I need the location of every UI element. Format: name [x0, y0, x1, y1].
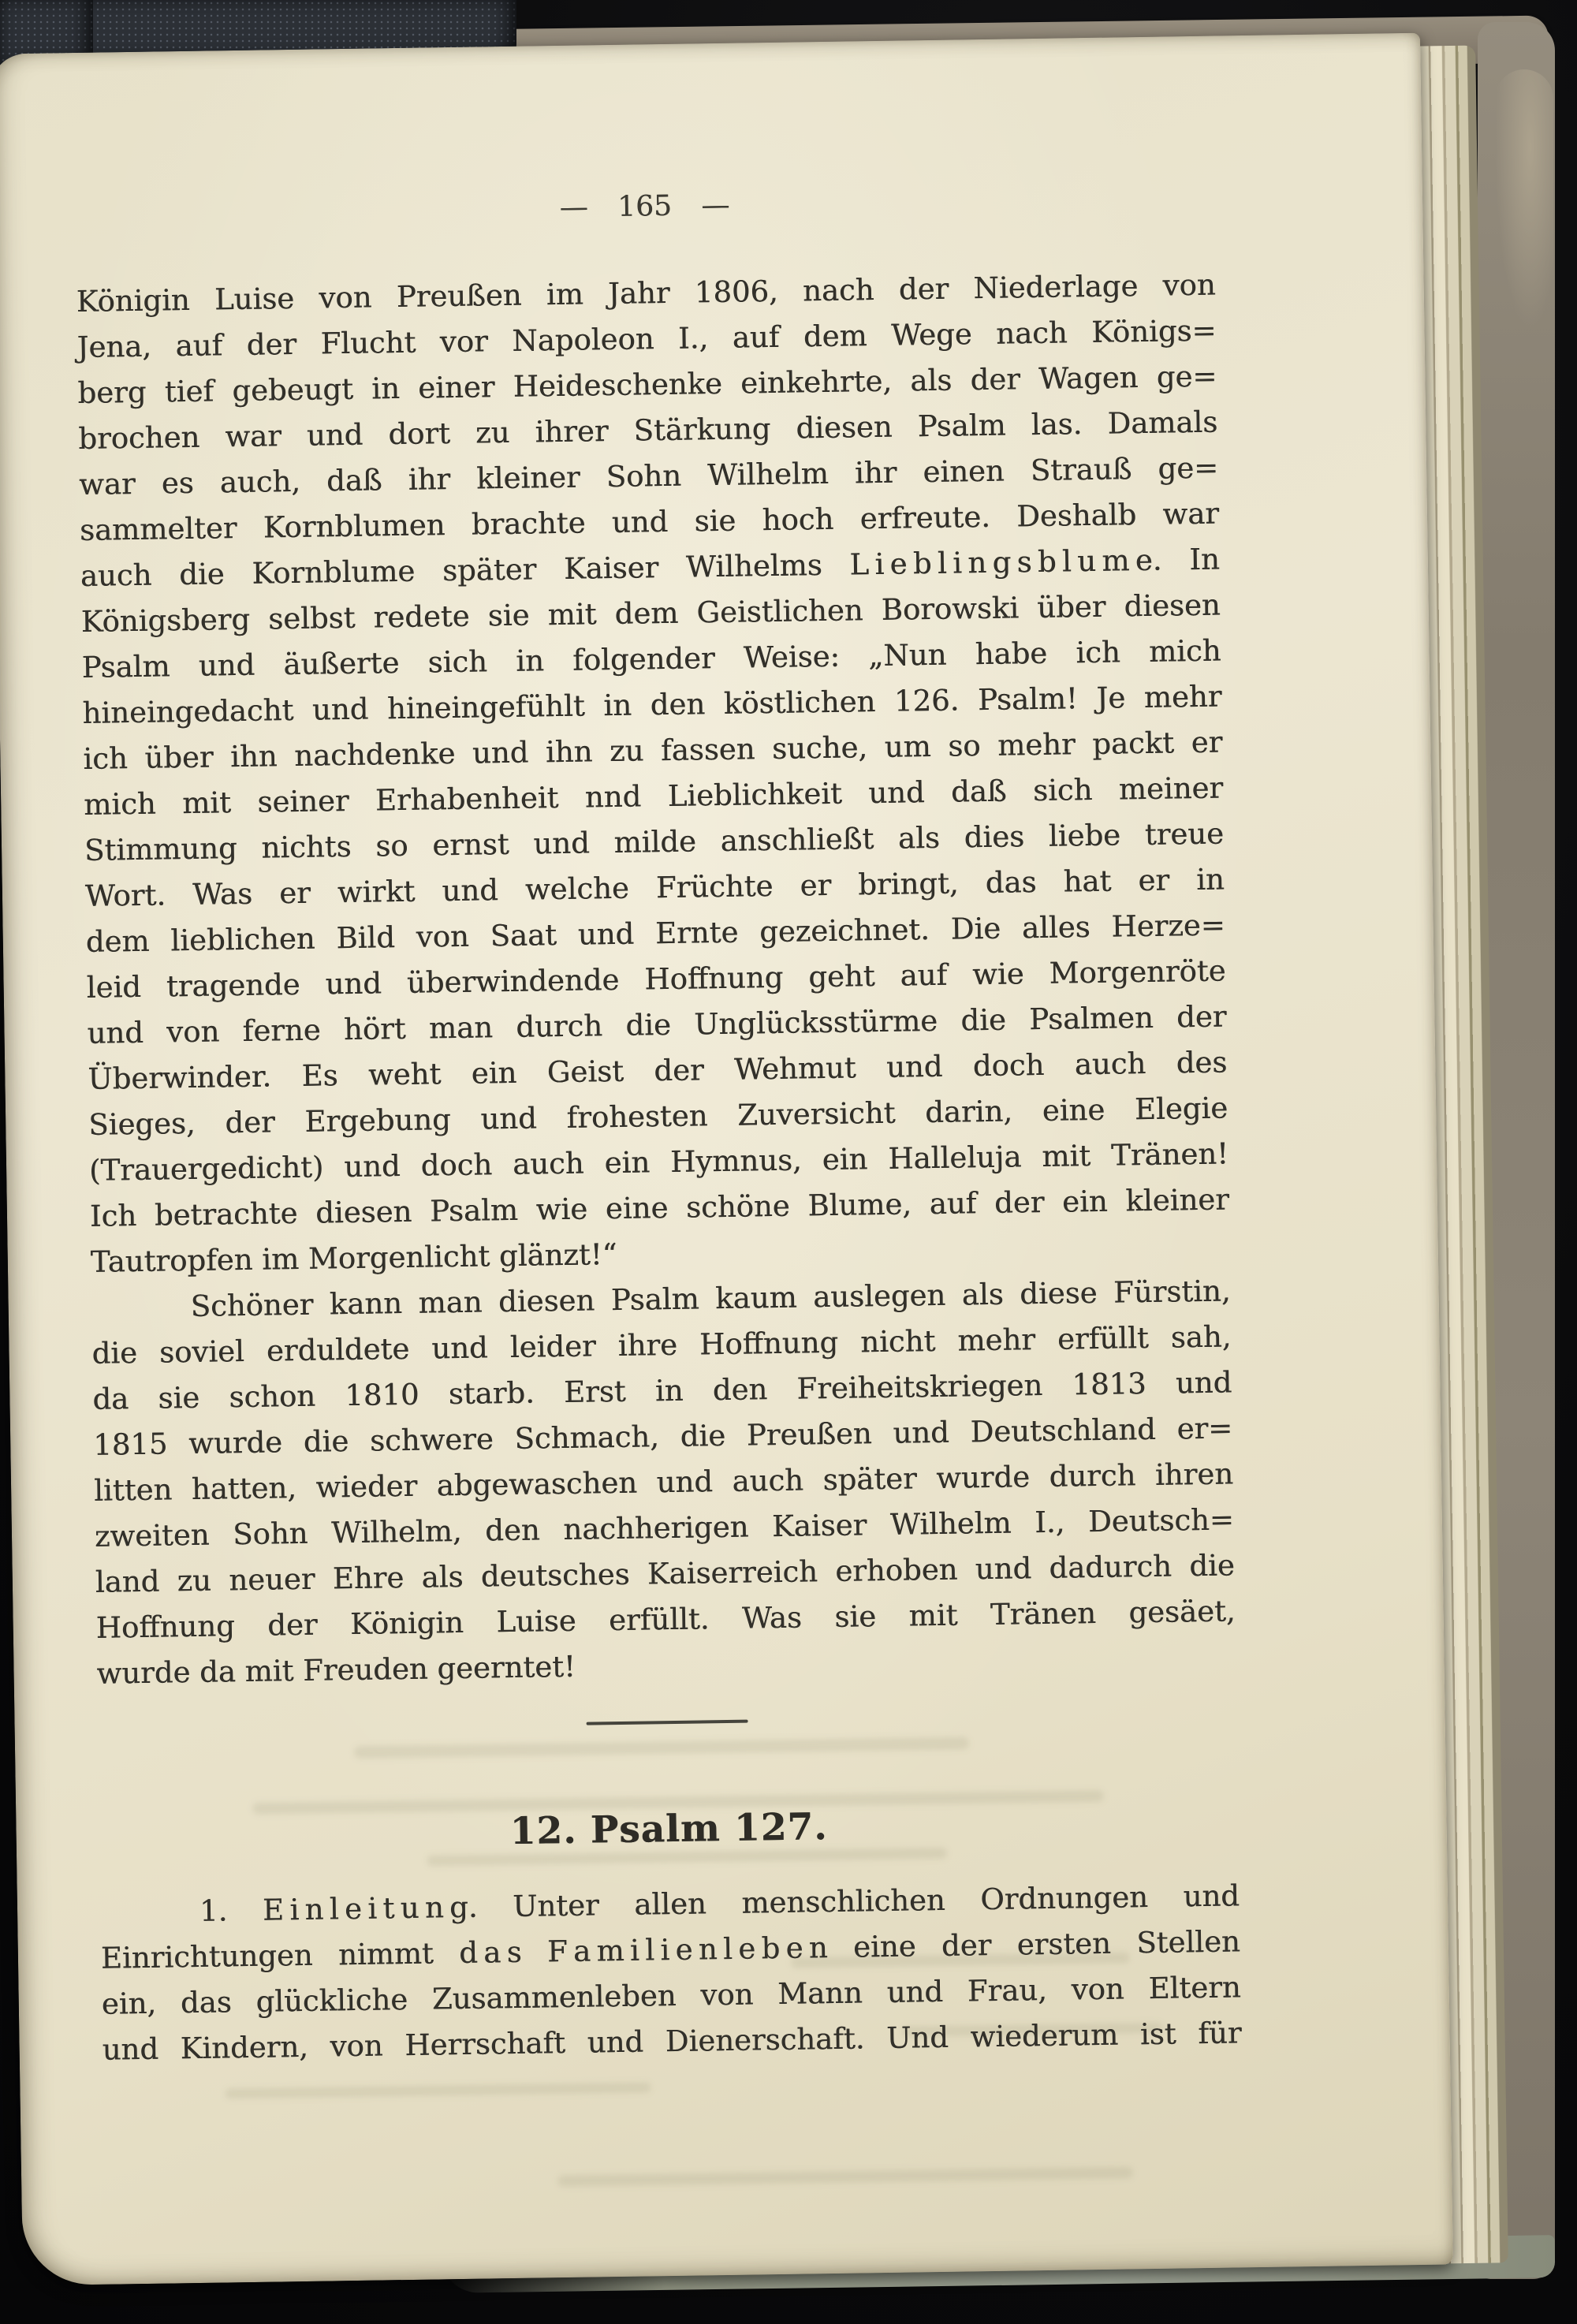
- page-number: — 165 —: [559, 188, 730, 224]
- show-through-smudge: [354, 1736, 969, 1759]
- paragraph: [100, 1873, 1242, 2072]
- text-line: auch die Kornblume später Kaiser Wilhelms L i e b l i n g s b l u m e. In: [80, 542, 1221, 593]
- text-line: Königin Luise von Preußen im Jahr 1806, nach der Niederlage von: [76, 267, 1216, 319]
- text-line: (Trauergedicht) und doch auch ein Hymnus, ein Halleluja mit Tränen!: [88, 1136, 1229, 1188]
- text-line: Sieges, der Ergebung und frohesten Zuversicht darin, eine Elegie: [88, 1091, 1228, 1142]
- text-line: leid tragende und überwindende Hoffnung geht auf wie Morgenröte: [86, 953, 1226, 1005]
- text-line: da sie schon 1810 starb. Erst in den Freiheitskriegen 1813 und: [92, 1365, 1232, 1416]
- text-line: berg tief gebeugt in einer Heideschenke einkehrte, als der Wagen ge=: [77, 359, 1217, 411]
- text-line: Schöner kann man diesen Psalm kaum auslegen als diese Fürstin,: [190, 1274, 1231, 1324]
- text-line: land zu neuer Ehre als deutsches Kaiserreich erhoben und dadurch die: [95, 1548, 1236, 1599]
- text-line: Wort. Was er wirkt und welche Früchte er bringt, das hat er in: [84, 862, 1225, 913]
- cover-corner-wear: [1495, 69, 1553, 330]
- text-line: mich mit seiner Erhabenheit nnd Lieblichkeit und daß sich meiner: [83, 770, 1224, 822]
- section-heading: 12. Psalm 127.: [509, 1805, 828, 1854]
- text-line: hineingedacht und hineingefühlt in den köstlichen 126. Psalm! Je mehr: [82, 679, 1222, 730]
- text-line: war es auch, daß ihr kleiner Sohn Wilhelm ihr einen Strauß ge=: [78, 450, 1219, 502]
- text-line: ich über ihn nachdenke und ihn zu fassen suche, um so mehr packt er: [83, 725, 1223, 776]
- text-line: Hoffnung der Königin Luise erfüllt. Was sie mit Tränen gesäet,: [95, 1594, 1236, 1645]
- text-line: sammelter Kornblumen brachte und sie hoch erfreute. Deshalb war: [79, 496, 1220, 547]
- text-line: und von ferne hört man durch die Unglücksstürme die Psalmen der: [87, 999, 1227, 1050]
- text-line: Einrichtungen nimmt d a s F a m i l i e n l e b e n eine der ersten Stellen: [100, 1924, 1241, 1975]
- section-text: [100, 1873, 1242, 2072]
- text-line: litten hatten, wieder abgewaschen und auch später wurde durch ihren: [93, 1457, 1234, 1508]
- text-line: Tautropfen im Morgenlicht glänzt!“: [90, 1237, 617, 1279]
- body-text: [76, 263, 1236, 1697]
- paragraph: [91, 1268, 1236, 1696]
- section-divider: [587, 1720, 748, 1725]
- show-through-smudge: [225, 2082, 651, 2098]
- paragraph: [76, 263, 1230, 1285]
- text-line: Königsberg selbst redete sie mit dem Geistlichen Borowski über diesen: [80, 588, 1221, 639]
- text-line: die soviel erduldete und leider ihre Hoffnung nicht mehr erfüllt sah,: [91, 1319, 1232, 1371]
- text-line: Jena, auf der Flucht vor Napoleon I., auf dem Wege nach Königs=: [76, 313, 1217, 365]
- text-line: Überwinder. Es weht ein Geist der Wehmut und doch auch des: [88, 1045, 1228, 1096]
- text-line: und Kindern, von Herrschaft und Dienerschaft. Und wiederum ist für: [102, 2016, 1242, 2067]
- show-through-smudge: [557, 2166, 1133, 2187]
- book-page: [0, 33, 1453, 2286]
- text-line: ein, das glückliche Zusammenleben von Mann und Frau, von Eltern: [101, 1970, 1241, 2021]
- text-line: brochen war und dort zu ihrer Stärkung diesen Psalm las. Damals: [78, 405, 1218, 456]
- text-line: wurde da mit Freuden geerntet!: [96, 1649, 576, 1691]
- text-line: Stimmung nichts so ernst und milde anschließt als dies liebe treue: [84, 816, 1225, 867]
- text-line: dem lieblichen Bild von Saat und Ernte gezeichnet. Die alles Herze=: [85, 908, 1225, 959]
- text-line: zweiten Sohn Wilhelm, den nachherigen Kaiser Wilhelm I., Deutsch=: [94, 1502, 1235, 1554]
- text-line: 1. E i n l e i t u n g. Unter allen menschlichen Ordnungen und: [199, 1878, 1240, 1928]
- text-line: Ich betrachte diesen Psalm wie eine schöne Blume, auf der ein kleiner: [89, 1182, 1230, 1233]
- text-line: 1815 wurde die schwere Schmach, die Preußen und Deutschland er=: [92, 1411, 1233, 1462]
- text-line: Psalm und äußerte sich in folgender Weise: „Nun habe ich mich: [81, 633, 1221, 685]
